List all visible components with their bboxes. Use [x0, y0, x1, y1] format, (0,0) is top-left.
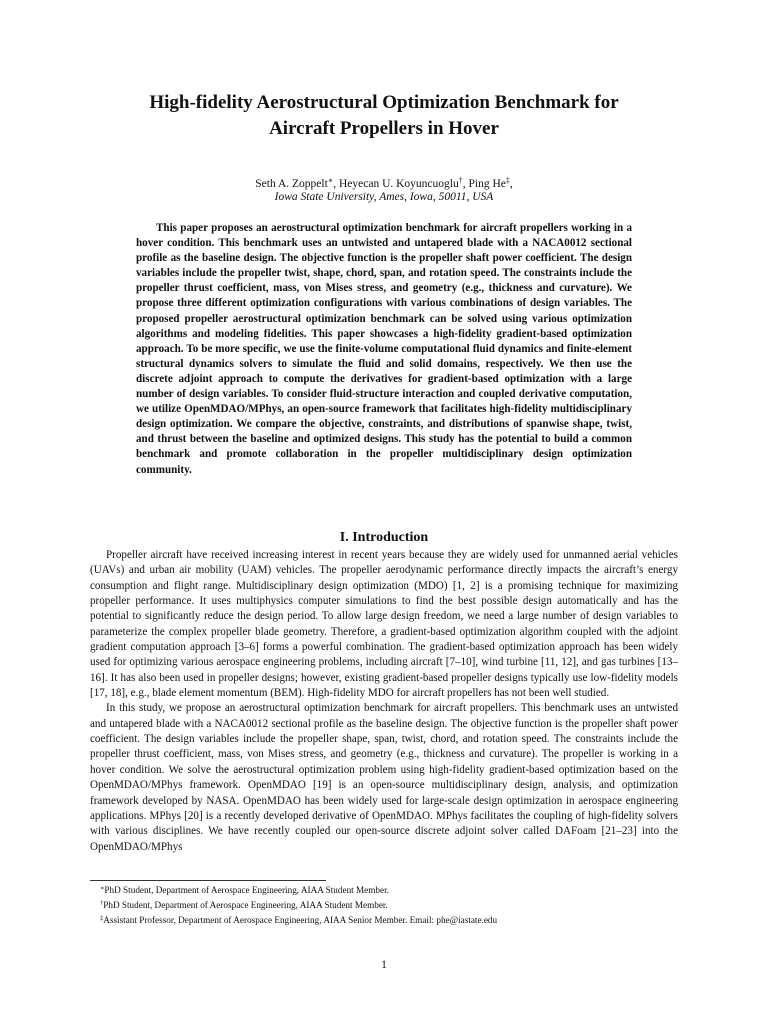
author-footnote-mark: ∗ — [327, 176, 334, 185]
author-name: Heyecan U. Koyuncuoglu — [338, 178, 459, 190]
footnote — [100, 897, 678, 912]
section-heading: I. Introduction — [339, 530, 429, 545]
author-separator: , — [462, 178, 469, 190]
footnote — [100, 912, 678, 927]
title-line-2: Aircraft Propellers in Hover — [269, 118, 499, 139]
affiliation: Iowa State University, Ames, Iowa, 50011, USA — [274, 191, 494, 203]
introduction-body — [90, 548, 678, 855]
footnotes — [100, 882, 678, 927]
footnote-mark: ∗ — [100, 885, 105, 892]
author-separator: , — [333, 178, 339, 190]
paper-title — [60, 90, 708, 142]
author-footnote-mark: ‡ — [505, 176, 510, 185]
author-separator: , — [509, 178, 513, 190]
page-number: 1 — [381, 959, 387, 971]
footnote-mark: ‡ — [100, 915, 104, 922]
footnote-text: PhD Student, Department of Aerospace Engineering, AIAA Student Member. — [103, 900, 388, 910]
paragraph: Propeller aircraft have received increasing interest in recent years because they are widely used for unmanned aerial vehicles (UAVs) and urban air mobility (UAM) vehicles. The propeller aerodynamic performance directly impacts the aircraft’s energy consumption and flight range. Multidisciplinary design optimization (MDO) [1, 2] is a promising technique for maximizing propeller performance. It uses multiphysics computer simulations to find the best possible design automatically and has the potential to significantly reduce the design period. To allow large design freedom, we need a large number of design variables to parameterize the complex propeller blade geometry. Therefore, a gradient-based optimization algorithm coupled with the adjoint gradient computation approach [3–6] forms a powerful combination. The gradient-based optimization approach has been widely used for optimizing various aerospace engineering problems, including aircraft [7–10], wind turbine [11, 12], and gas turbines [13–16]. It has also been used in propeller designs; however, existing gradient-based propeller designs typically use low-fidelity models [17, 18], e.g., blade element momentum (BEM). High-fidelity MDO for aircraft propellers has not been well studied. — [90, 549, 678, 700]
footnote-text: Assistant Professor, Department of Aerospace Engineering, AIAA Senior Member. Email: phe@iastate.edu — [103, 915, 498, 925]
footnote — [100, 882, 678, 897]
title-line-1: High-fidelity Aerostructural Optimization Benchmark for — [149, 92, 619, 113]
author-name: Seth A. Zoppelt — [255, 178, 328, 190]
footnote-mark: † — [100, 900, 104, 907]
paragraph: In this study, we propose an aerostructural optimization benchmark for aircraft propellers. This benchmark uses an untwisted and untapered blade with a NACA0012 sectional profile as the baseline design. The objective function is the propeller shaft power coefficient. The design variables include the propeller shape, span, twist, chord, and rotation speed. The constraints include the propeller thrust coefficient, mass, von Mises stress, and geometry (e.g., thickness and curvature). The propeller is working in a hover condition. We solve the aerostructural optimization problem using high-fidelity gradient-based optimization based on the OpenMDAO/MPhys framework. OpenMDAO [19] is an open-source multidisciplinary design, analysis, and optimization framework developed by NASA. OpenMDAO has been widely used for large-scale design optimization in aerospace engineering applications. MPhys [20] is a recently developed derivative of OpenMDAO. MPhys facilitates the coupling of high-fidelity solvers with various disciplines. We have recently coupled our open-source discrete adjoint solver called DAFoam [21–23] into the OpenMDAO/MPhys — [90, 702, 678, 853]
footnote-divider — [90, 880, 326, 881]
abstract: This paper proposes an aerostructural optimization benchmark for aircraft propellers working in a hover condition. This benchmark uses an untwisted and untapered blade with a NACA0012 sectional profile as the baseline design. The objective function is the propeller shaft power coefficient. The design variables include the propeller twist, shape, chord, span, and rotation speed. The constraints include the propeller thrust coefficient, mass, von Mises stress, and geometry (e.g., thickness and curvature). We propose three different optimization configurations with various combinations of design variables. The proposed propeller aerostructural optimization benchmark can be solved using various optimization algorithms and modeling fidelities. This paper showcases a high-fidelity gradient-based optimization approach. To be more specific, we use the finite-volume computational fluid dynamics and finite-element structural dynamics solvers to simulate the fluid and solid domains, respectively. We then use the discrete adjoint approach to compute the derivatives for gradient-based optimization with a large number of design variables. To consider fluid-structure interaction and coupled derivative computation, we utilize OpenMDAO/MPhys, an open-source framework that facilitates high-fidelity multidisciplinary design optimization. We compare the objective, constraints, and distributions of spanwise shape, twist, and thrust between the baseline and optimized designs. This study has the potential to build a common benchmark and promote collaboration in the propeller multidisciplinary design optimization community. — [136, 222, 632, 476]
footnote-text: PhD Student, Department of Aerospace Engineering, AIAA Student Member. — [104, 885, 389, 895]
author-name: Ping He — [468, 178, 506, 190]
author-footnote-mark: † — [458, 176, 463, 185]
